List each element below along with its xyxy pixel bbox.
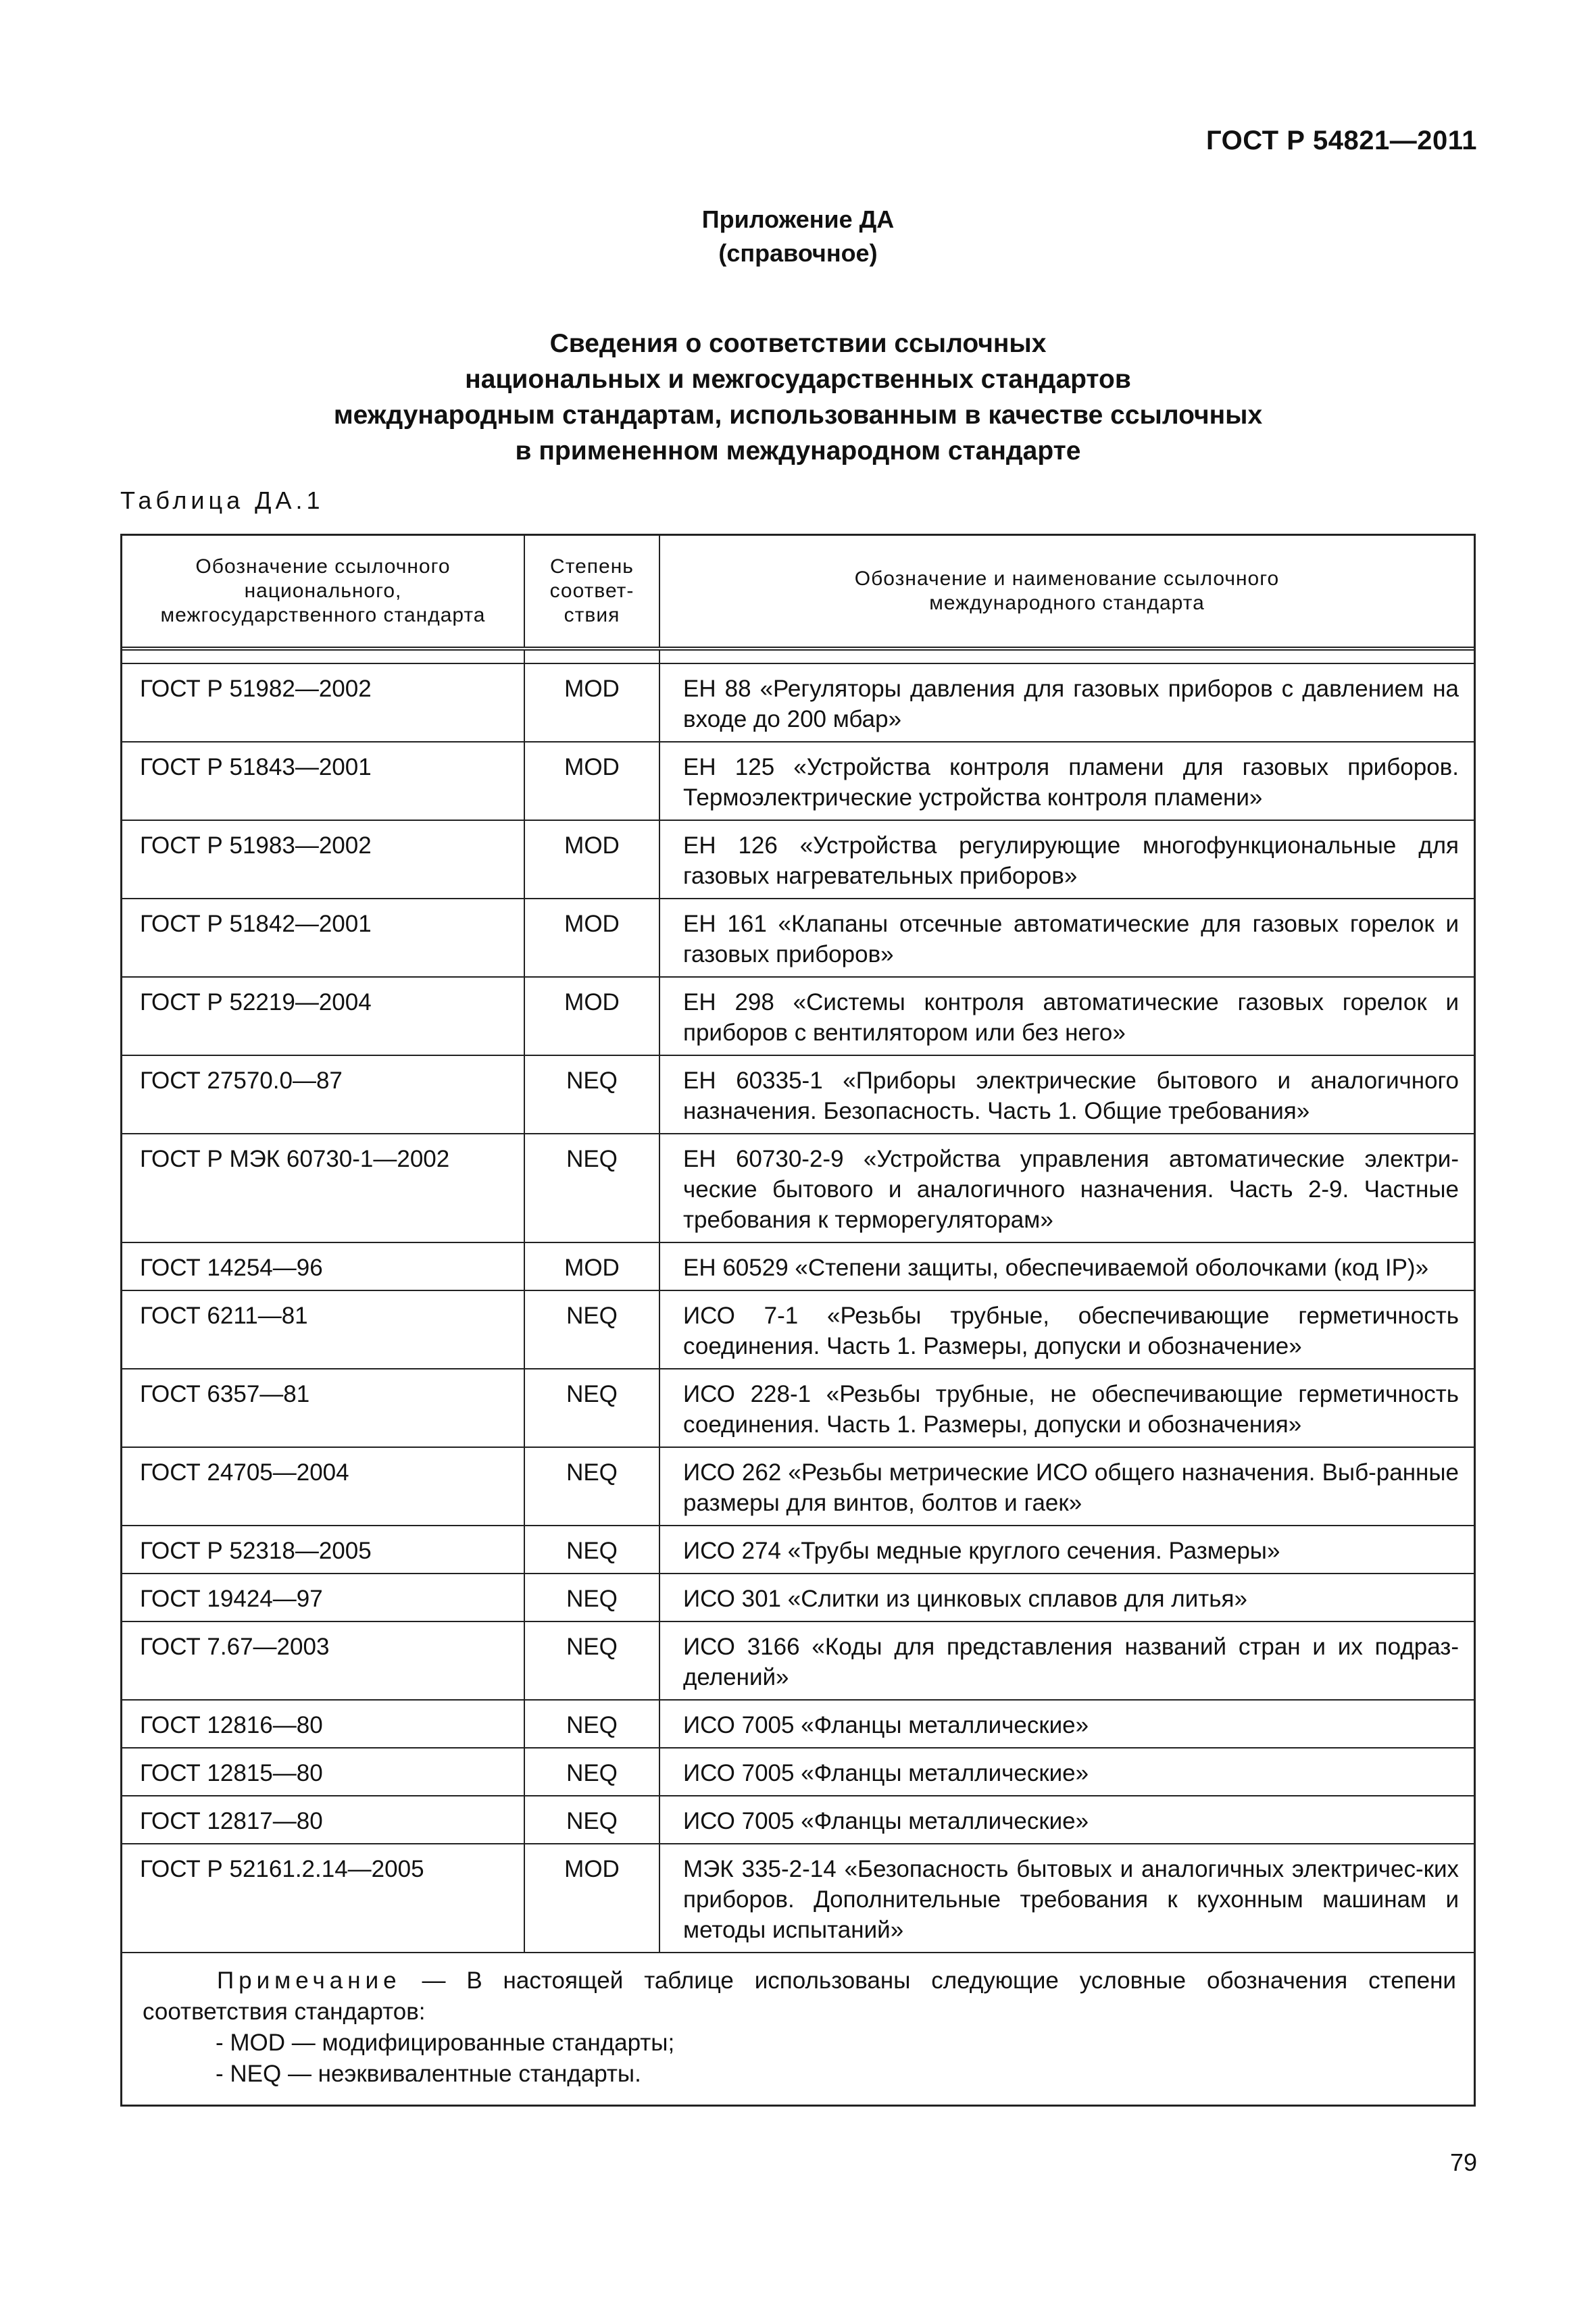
table-row bbox=[122, 1290, 1474, 1369]
cell-international-standard: ЕН 126 «Устройства регулирующие многофункциональные для газовых нагревательных приборов» bbox=[659, 820, 1474, 899]
table-row bbox=[122, 1134, 1474, 1242]
cell-degree: NEQ bbox=[524, 1574, 659, 1621]
cell-degree: NEQ bbox=[524, 1290, 659, 1369]
cell-national-standard: ГОСТ 7.67—2003 bbox=[122, 1621, 524, 1700]
cell-national-standard: ГОСТ 12816—80 bbox=[122, 1700, 524, 1748]
header-degree bbox=[524, 536, 659, 649]
cell-degree: NEQ bbox=[524, 1055, 659, 1134]
section-title bbox=[0, 326, 1596, 469]
cell-international-standard: ЕН 88 «Регуляторы давления для газовых приборов с давлением на входе до 200 мбар» bbox=[659, 663, 1474, 742]
table-row bbox=[122, 820, 1474, 899]
table-row bbox=[122, 1447, 1474, 1526]
cell-national-standard: ГОСТ 6211—81 bbox=[122, 1290, 524, 1369]
cell-national-standard: ГОСТ 27570.0—87 bbox=[122, 1055, 524, 1134]
header-line: Степень bbox=[550, 555, 634, 578]
cell-degree: NEQ bbox=[524, 1134, 659, 1242]
table-row bbox=[122, 1055, 1474, 1134]
cell-national-standard: ГОСТ Р 52219—2004 bbox=[122, 977, 524, 1055]
cell-international-standard: ЕН 60529 «Степени защиты, обеспечиваемой оболочками (код IP)» bbox=[659, 1242, 1474, 1290]
title-line-1: Сведения о соответствии ссылочных bbox=[549, 329, 1047, 358]
spacer-cell bbox=[122, 649, 524, 663]
header-national-standard bbox=[122, 536, 524, 649]
table-row bbox=[122, 977, 1474, 1055]
header-line: межгосударственного стандарта bbox=[160, 604, 486, 626]
table-header-row bbox=[122, 536, 1474, 649]
table-row bbox=[122, 1748, 1474, 1796]
table-row bbox=[122, 1621, 1474, 1700]
cell-international-standard: ЕН 125 «Устройства контроля пламени для газовых приборов. Термоэлектрические устройства контроля пламени» bbox=[659, 742, 1474, 820]
cell-international-standard: ЕН 60730-2-9 «Устройства управления автоматические электри-ческие бытового и аналогичного назначения. Часть 2-9. Частные требования к терморегуляторам» bbox=[659, 1134, 1474, 1242]
cell-degree: NEQ bbox=[524, 1447, 659, 1526]
document-number: ГОСТ Р 54821—2011 bbox=[1206, 126, 1477, 155]
page-number: 79 bbox=[1449, 2148, 1477, 2176]
cell-degree: NEQ bbox=[524, 1621, 659, 1700]
table-row bbox=[122, 1796, 1474, 1844]
table-note bbox=[122, 1953, 1474, 2105]
standards-table-frame bbox=[120, 534, 1476, 2107]
header-line: национального, bbox=[244, 580, 402, 602]
table-row bbox=[122, 1844, 1474, 1953]
cell-international-standard: ИСО 7005 «Фланцы металлические» bbox=[659, 1748, 1474, 1796]
cell-international-standard: ЕН 60335-1 «Приборы электрические бытового и аналогичного назначения. Безопасность. Часть 1. Общие требования» bbox=[659, 1055, 1474, 1134]
note-text bbox=[143, 1965, 1456, 2028]
cell-international-standard: ЕН 161 «Клапаны отсечные автоматические для газовых горелок и газовых приборов» bbox=[659, 899, 1474, 977]
spacer-cell bbox=[524, 649, 659, 663]
note-label: Примечание bbox=[217, 1967, 401, 1994]
cell-international-standard: ИСО 228-1 «Резьбы трубные, не обеспечивающие герметичность соединения. Часть 1. Размеры, допуски и обозначения» bbox=[659, 1369, 1474, 1447]
appendix-heading bbox=[0, 203, 1596, 270]
cell-national-standard: ГОСТ Р 51982—2002 bbox=[122, 663, 524, 742]
cell-degree: NEQ bbox=[524, 1796, 659, 1844]
header-line: международного стандарта bbox=[929, 592, 1205, 614]
appendix-title: Приложение ДА bbox=[701, 205, 895, 233]
cell-national-standard: ГОСТ 12815—80 bbox=[122, 1748, 524, 1796]
note-body: — В настоящей таблице использованы следующие условные обозначения степени соответствия стандартов: bbox=[143, 1967, 1456, 2025]
cell-international-standard: ИСО 7005 «Фланцы металлические» bbox=[659, 1796, 1474, 1844]
cell-international-standard: ИСО 301 «Слитки из цинковых сплавов для литья» bbox=[659, 1574, 1474, 1621]
cell-international-standard: МЭК 335-2-14 «Безопасность бытовых и аналогичных электричес-ких приборов. Дополнительные требования к кухонным машинам и методы испытаний» bbox=[659, 1844, 1474, 1953]
header-line: ствия bbox=[564, 604, 620, 626]
spacer-cell bbox=[659, 649, 1474, 663]
title-line-4: в примененном международном стандарте bbox=[515, 436, 1081, 466]
table-row bbox=[122, 1526, 1474, 1574]
cell-degree: MOD bbox=[524, 1844, 659, 1953]
note-item-neq: - NEQ — неэквивалентные стандарты. bbox=[216, 2061, 641, 2087]
standards-table bbox=[122, 536, 1474, 1953]
cell-degree: MOD bbox=[524, 820, 659, 899]
cell-national-standard: ГОСТ 12817—80 bbox=[122, 1796, 524, 1844]
cell-national-standard: ГОСТ 14254—96 bbox=[122, 1242, 524, 1290]
header-line: Обозначение ссылочного bbox=[195, 555, 451, 578]
title-line-3: международным стандартам, использованным в качестве ссылочных bbox=[333, 401, 1263, 430]
cell-national-standard: ГОСТ 6357—81 bbox=[122, 1369, 524, 1447]
cell-national-standard: ГОСТ Р 51983—2002 bbox=[122, 820, 524, 899]
cell-degree: MOD bbox=[524, 899, 659, 977]
title-line-2: национальных и межгосударственных стандартов bbox=[465, 365, 1131, 394]
appendix-subtitle: (справочное) bbox=[718, 239, 878, 267]
table-row bbox=[122, 1574, 1474, 1621]
cell-international-standard: ЕН 298 «Системы контроля автоматические газовых горелок и приборов с вентилятором или без него» bbox=[659, 977, 1474, 1055]
table-row bbox=[122, 742, 1474, 820]
table-row bbox=[122, 1369, 1474, 1447]
table-body bbox=[122, 649, 1474, 1953]
cell-international-standard: ИСО 262 «Резьбы метрические ИСО общего назначения. Выб-ранные размеры для винтов, болтов и гаек» bbox=[659, 1447, 1474, 1526]
cell-degree: NEQ bbox=[524, 1700, 659, 1748]
header-line: соответ- bbox=[549, 580, 634, 602]
header-line: Обозначение и наименование ссылочного bbox=[854, 568, 1280, 590]
table-row bbox=[122, 899, 1474, 977]
cell-national-standard: ГОСТ Р 52161.2.14—2005 bbox=[122, 1844, 524, 1953]
cell-degree: MOD bbox=[524, 1242, 659, 1290]
cell-national-standard: ГОСТ Р 51843—2001 bbox=[122, 742, 524, 820]
table-row bbox=[122, 663, 1474, 742]
cell-degree: NEQ bbox=[524, 1748, 659, 1796]
cell-degree: MOD bbox=[524, 742, 659, 820]
table-row bbox=[122, 1700, 1474, 1748]
cell-degree: NEQ bbox=[524, 1369, 659, 1447]
header-international-standard bbox=[659, 536, 1474, 649]
cell-national-standard: ГОСТ Р 51842—2001 bbox=[122, 899, 524, 977]
cell-degree: MOD bbox=[524, 663, 659, 742]
cell-international-standard: ИСО 274 «Трубы медные круглого сечения. Размеры» bbox=[659, 1526, 1474, 1574]
table-row bbox=[122, 1242, 1474, 1290]
cell-degree: MOD bbox=[524, 977, 659, 1055]
cell-international-standard: ИСО 7-1 «Резьбы трубные, обеспечивающие герметичность соединения. Часть 1. Размеры, допуски и обозначение» bbox=[659, 1290, 1474, 1369]
table-spacer-row bbox=[122, 649, 1474, 663]
cell-national-standard: ГОСТ Р МЭК 60730-1—2002 bbox=[122, 1134, 524, 1242]
note-item-mod: - MOD — модифицированные стандарты; bbox=[216, 2030, 675, 2056]
cell-international-standard: ИСО 3166 «Коды для представления названий стран и их подраз-делений» bbox=[659, 1621, 1474, 1700]
cell-national-standard: ГОСТ 19424—97 bbox=[122, 1574, 524, 1621]
cell-degree: NEQ bbox=[524, 1526, 659, 1574]
cell-national-standard: ГОСТ Р 52318—2005 bbox=[122, 1526, 524, 1574]
cell-national-standard: ГОСТ 24705—2004 bbox=[122, 1447, 524, 1526]
table-caption: Таблица ДА.1 bbox=[120, 486, 324, 514]
cell-international-standard: ИСО 7005 «Фланцы металлические» bbox=[659, 1700, 1474, 1748]
